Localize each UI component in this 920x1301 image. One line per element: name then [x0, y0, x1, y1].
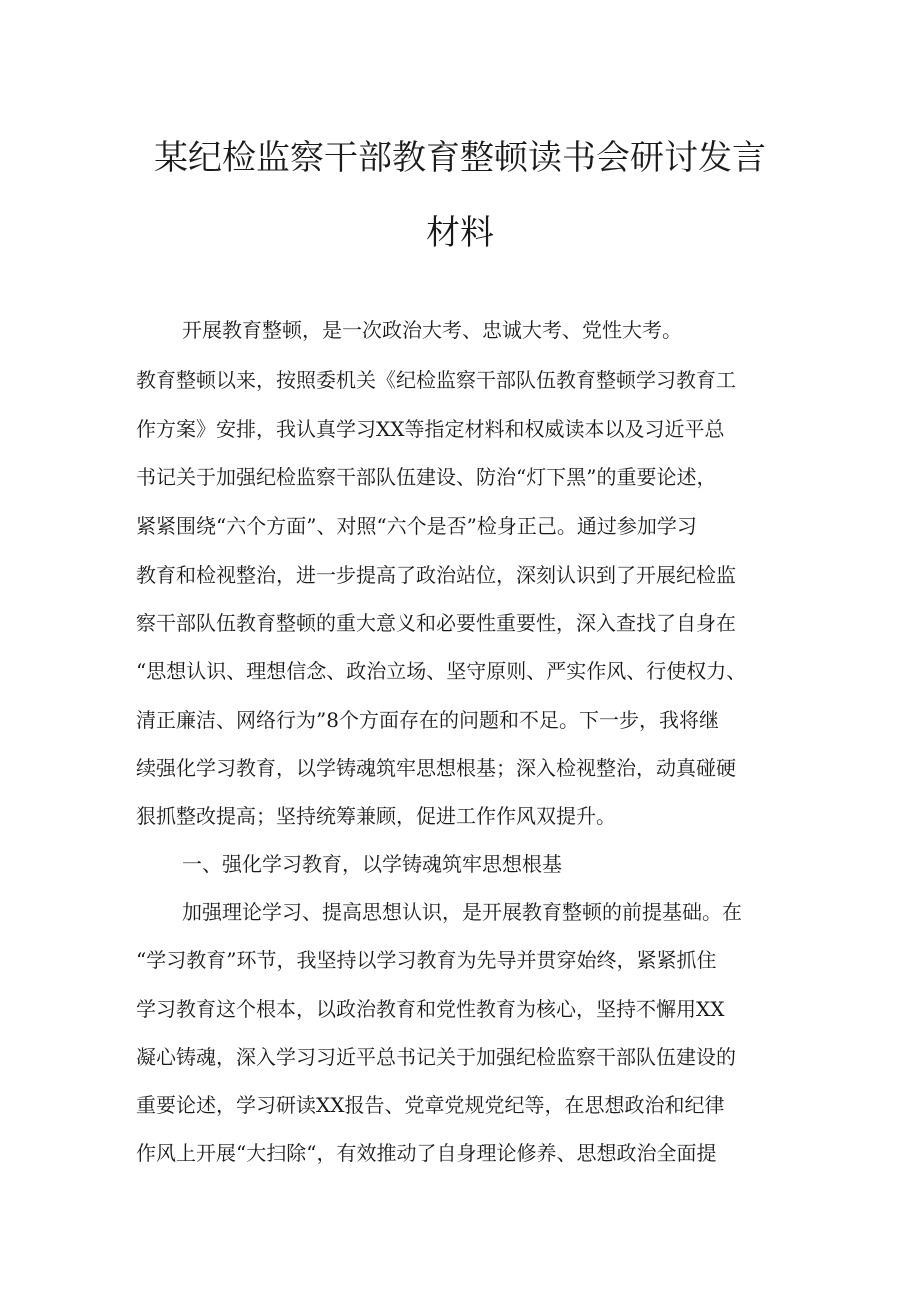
section-heading: 一、强化学习教育，以学铸魂筑牢思想根基: [182, 852, 562, 876]
paragraph-line: 重要论述，学习研读XX报告、党章党规党纪等，在思想政治和纪律: [136, 1093, 725, 1117]
paragraph-line: 察干部队伍教育整顿的重大意义和必要性重要性，深入查找了自身在: [136, 611, 736, 635]
paragraph-line: 学习教育这个根本，以政治教育和党性教育为核心，坚持不懈用XX: [136, 997, 725, 1021]
paragraph-line: 凝心铸魂，深入学习习近平总书记关于加强纪检监察干部队伍建设的: [136, 1045, 736, 1069]
document-title-line-2: 材料: [426, 213, 494, 253]
paragraph-line: 开展教育整顿，是一次政治大考、忠诚大考、党性大考。: [182, 318, 682, 342]
paragraph-line: 狠抓整改提高；坚持统筹兼顾，促进工作作风双提升。: [136, 804, 616, 828]
paragraph-line: 教育整顿以来，按照委机关《纪检监察干部队伍教育整顿学习教育工: [136, 368, 736, 392]
document-title-line-1: 某纪检监察干部教育整顿读书会研讨发言: [154, 138, 766, 178]
paragraph-line: 作方案》安排，我认真学习XX等指定材料和权威读本以及习近平总: [136, 417, 725, 441]
paragraph-line: 教育和检视整治，进一步提高了政治站位，深刻认识到了开展纪检监: [136, 563, 736, 587]
paragraph-line: 作风上开展“大扫除“，有效推动了自身理论修养、思想政治全面提: [136, 1141, 717, 1165]
paragraph-line: 加强理论学习、提高思想认识，是开展教育整顿的前提基础。在: [182, 900, 742, 924]
paragraph-line: 清正廉洁、网络行为”8个方面存在的问题和不足。下一步，我将继: [136, 708, 719, 732]
paragraph-line: 紧紧围绕“六个方面”、对照“六个是否”检身正己。通过参加学习: [136, 514, 697, 538]
paragraph-line: “思想认识、理想信念、政治立场、坚守原则、严实作风、行使权力、: [136, 659, 747, 683]
paragraph-line: 续强化学习教育，以学铸魂筑牢思想根基；深入检视整治，动真碰硬: [136, 756, 736, 780]
paragraph-line: “学习教育”环节，我坚持以学习教育为先导并贯穿始终，紧紧抓住: [136, 948, 717, 972]
paragraph-line: 书记关于加强纪检监察干部队伍建设、防治“灯下黑”的重要论述，: [136, 465, 717, 489]
